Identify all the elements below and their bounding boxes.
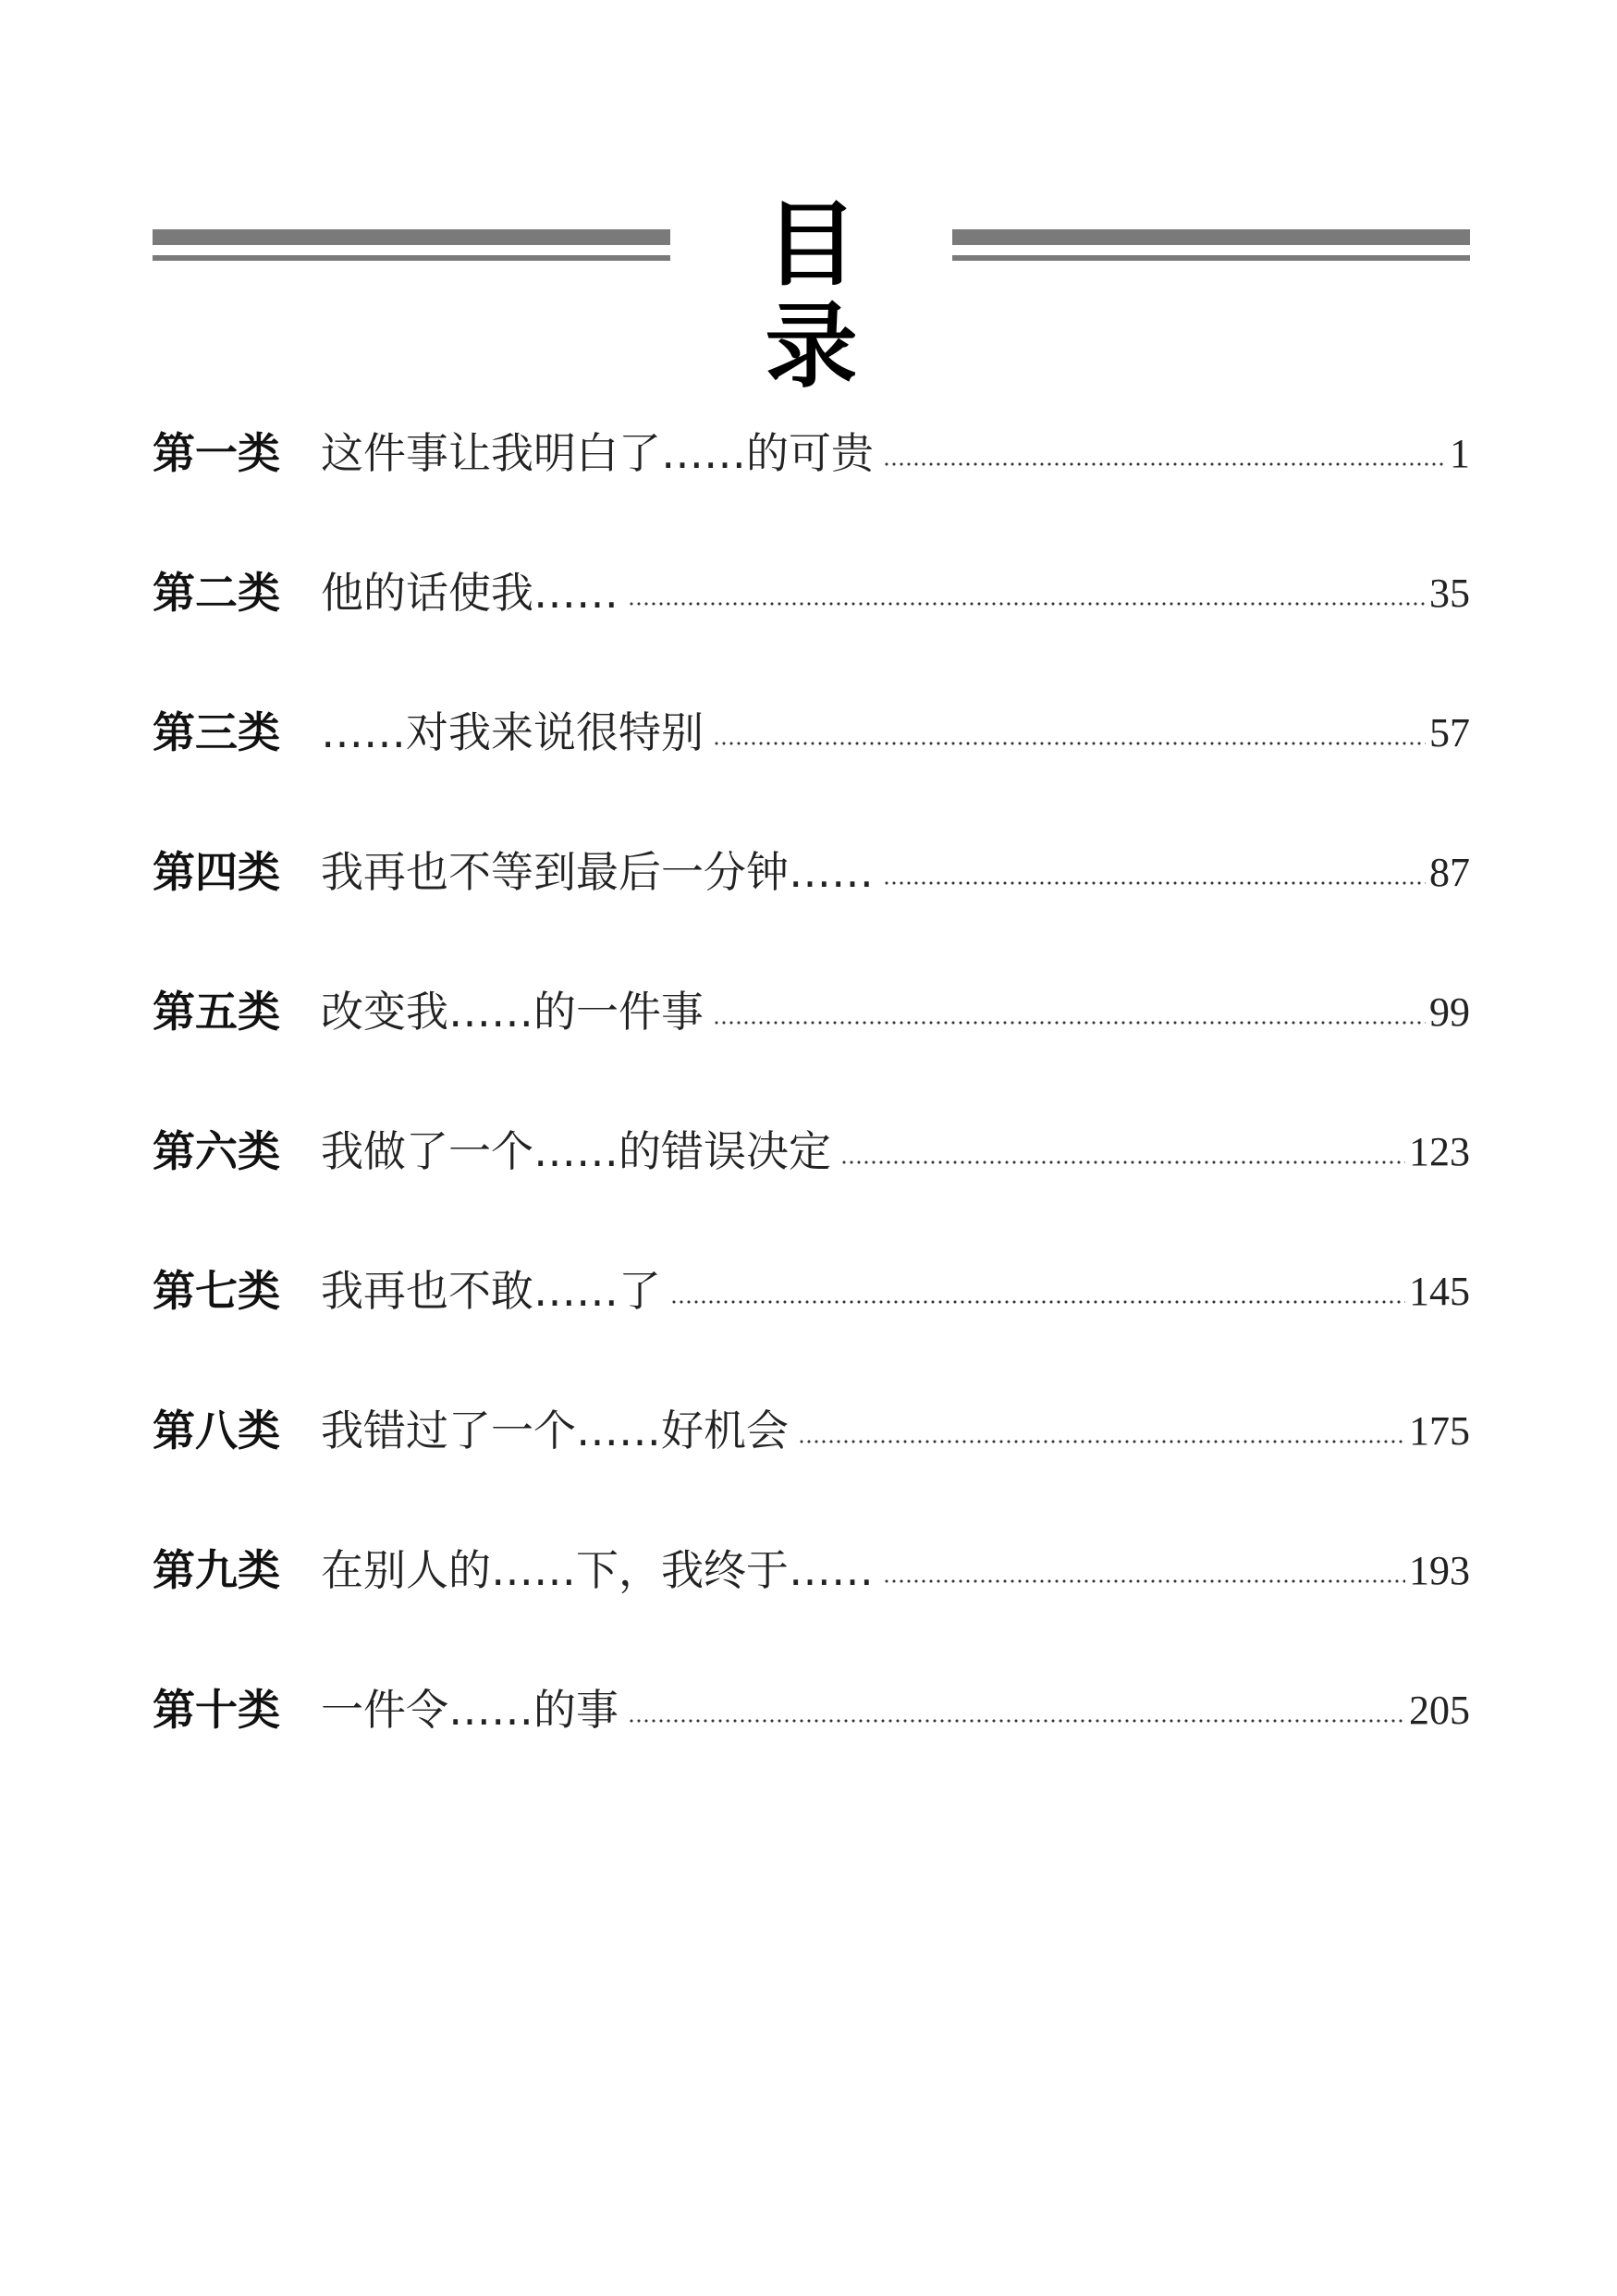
toc-title: 他的话使我…… [321, 568, 619, 618]
toc-title: 在别人的……下，我终于…… [321, 1545, 874, 1595]
toc-entry[interactable] [153, 840, 1470, 979]
toc-title: 改变我……的一件事 [321, 987, 704, 1037]
toc-page-number: 1 [1450, 431, 1470, 476]
toc-category: 第八类 [153, 1406, 280, 1455]
dot-leader [798, 1398, 1409, 1463]
toc-page-number: 123 [1409, 1129, 1470, 1174]
dot-leader [883, 1538, 1409, 1602]
toc-page-number: 193 [1409, 1548, 1470, 1593]
toc-entry[interactable] [153, 1398, 1470, 1538]
toc-category: 第三类 [153, 707, 280, 757]
toc-list [153, 421, 1470, 1817]
toc-header [153, 190, 1470, 400]
toc-title: 我再也不等到最后一分钟…… [321, 847, 874, 897]
toc-entry[interactable] [153, 1119, 1470, 1259]
toc-category: 第九类 [153, 1545, 280, 1595]
dot-leader [883, 840, 1429, 904]
toc-page-number: 205 [1409, 1688, 1470, 1733]
toc-category: 第七类 [153, 1266, 280, 1316]
dot-leader [670, 1259, 1409, 1323]
toc-title: 我再也不敢……了 [321, 1266, 661, 1316]
toc-entry[interactable] [153, 1538, 1470, 1677]
rule-thin-line [153, 255, 670, 261]
rule-thin-line [952, 255, 1470, 261]
dot-leader [628, 560, 1429, 625]
toc-category: 第五类 [153, 987, 280, 1037]
toc-page-number: 87 [1429, 850, 1470, 895]
dot-leader [628, 1677, 1409, 1742]
toc-page-number: 99 [1429, 989, 1470, 1035]
rule-thick-line [952, 229, 1470, 245]
toc-title: ……对我来说很特别 [321, 707, 704, 757]
toc-category: 第六类 [153, 1126, 280, 1176]
toc-entry[interactable] [153, 1259, 1470, 1398]
toc-page-number: 35 [1429, 571, 1470, 616]
dot-leader [713, 979, 1429, 1044]
toc-title: 我做了一个……的错误决定 [321, 1126, 831, 1176]
toc-entry[interactable] [153, 421, 1470, 560]
rule-thick-line [153, 229, 670, 245]
toc-category: 第十类 [153, 1685, 280, 1735]
toc-category: 第一类 [153, 428, 280, 478]
toc-category: 第四类 [153, 847, 280, 897]
toc-page-number: 145 [1409, 1269, 1470, 1314]
toc-title: 一件令……的事 [321, 1685, 619, 1735]
header-rule-left [153, 229, 670, 276]
toc-entry[interactable] [153, 1677, 1470, 1817]
toc-entry[interactable] [153, 700, 1470, 840]
toc-entry[interactable] [153, 560, 1470, 700]
dot-leader [713, 700, 1429, 765]
toc-title: 我错过了一个……好机会 [321, 1406, 789, 1455]
dot-leader [840, 1119, 1409, 1184]
page-title: 目 录 [765, 190, 913, 400]
toc-category: 第二类 [153, 568, 280, 618]
toc-page-number: 175 [1409, 1408, 1470, 1454]
toc-page-number: 57 [1429, 710, 1470, 755]
header-rule-right [952, 229, 1470, 276]
toc-entry[interactable] [153, 979, 1470, 1119]
dot-leader [883, 421, 1450, 485]
toc-title: 这件事让我明白了……的可贵 [321, 428, 874, 478]
